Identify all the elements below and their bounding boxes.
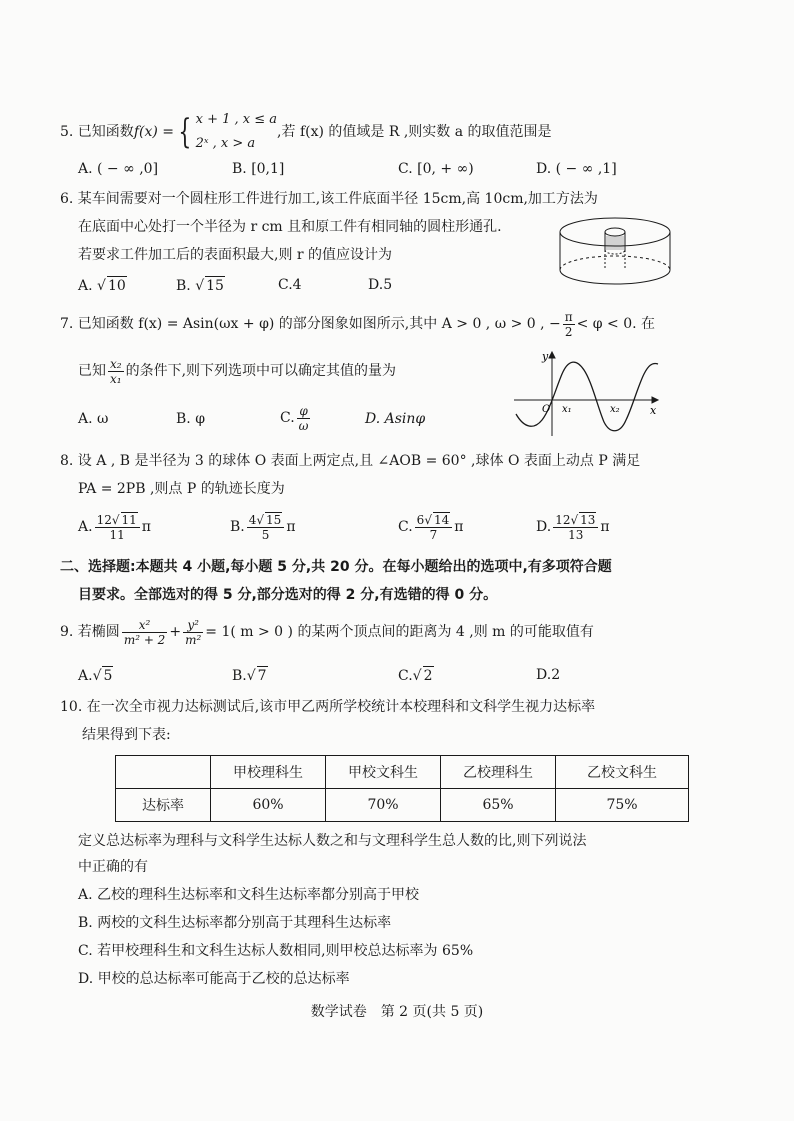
q7-graph-origin-label: O (542, 404, 551, 415)
q5-suffix: ,若 f(x) 的值域是 R ,则实数 a 的取值范围是 (277, 124, 552, 140)
q10-line1: 10. 在一次全市视力达标测试后,该市甲乙两所学校统计本校理科和文科学生视力达标率 (60, 699, 596, 715)
q8-option-c-label: C. (398, 519, 413, 535)
q7-x-ratio (108, 357, 124, 386)
q7-graph-x2-label: x₂ (610, 404, 620, 415)
q7-option-d: D. Asinφ (365, 411, 426, 427)
q10-line2: 结果得到下表: (82, 727, 171, 743)
q7-two: 2 (564, 324, 573, 339)
q10-table-cell: 75% (556, 789, 689, 822)
q10-table-header: 甲校文科生 (326, 756, 441, 789)
q10-table-cell: 70% (326, 789, 441, 822)
q5-option-a: A. ( − ∞ ,0] (78, 161, 159, 177)
q6-cylinder-figure (555, 212, 685, 288)
q6-line1: 6. 某车间需要对一个圆柱形工件进行加工,该工件底面半径 15cm,高 10cm,加工方法为 (60, 191, 598, 207)
q8-option-c-rad: 14 (433, 513, 450, 527)
q9-option-b: B.√ 7 (232, 668, 267, 684)
q8-line1: 8. 设 A , B 是半径为 3 的球体 O 表面上两定点,且 ∠AOB = 60° ,球体 O 表面上动点 P 满足 (60, 453, 641, 469)
q7-sine-graph (512, 348, 662, 438)
q10-option-a: A. 乙校的理科生达标率和文科生达标率都分别高于甲校 (78, 887, 420, 903)
section2-heading-line1: 二、选择题:本题共 4 小题,每小题 5 分,共 20 分。在每小题给出的选项中,有多项符合题 (60, 559, 612, 575)
q7-pi-over-2 (563, 310, 575, 339)
q8-option-b-den: 5 (261, 528, 270, 542)
q8-option-c (398, 510, 463, 544)
q5-option-c: C. [0, + ∞) (398, 161, 474, 177)
q8-option-a-pi: π (141, 519, 151, 535)
q9-frac-y (183, 618, 203, 647)
q5-stem (60, 108, 552, 156)
q8-option-d-label: D. (536, 519, 552, 535)
q5-fx: f(x) = (133, 124, 174, 140)
q6-line2: 在底面中心处打一个半径为 r cm 且和原工件有相同轴的圆柱形通孔. (78, 219, 502, 235)
q10-definition-line2: 中正确的有 (78, 859, 148, 875)
q8-option-a-rad: 11 (121, 513, 137, 527)
q7-option-c (280, 402, 312, 434)
q8-option-c-coef: 6 (416, 513, 425, 527)
q6-option-a-label: A. (78, 278, 93, 294)
q10-table-row-label: 达标率 (116, 789, 211, 822)
q10-option-b: B. 两校的文科生达标率都分别高于其理科生达标率 (78, 915, 392, 931)
q10-table-header: 乙校文科生 (556, 756, 689, 789)
page-footer: 数学试卷 第 2 页(共 5 页) (310, 1004, 484, 1020)
q8-option-a-den: 11 (109, 528, 125, 542)
q6-line3: 若要求工件加工后的表面积最大,则 r 的值应设计为 (78, 247, 393, 263)
q7-line2 (78, 354, 396, 388)
q7-line2-start: 已知 (78, 363, 106, 379)
q7-option-a: A. ω (78, 411, 109, 427)
q8-option-c-den: 7 (429, 528, 438, 542)
q8-option-d-frac: $\frac{12√ 13}{13}$ (553, 512, 598, 542)
q5-prefix: 5. 已知函数 (60, 124, 134, 140)
q10-table-row (116, 789, 689, 822)
q7-x1: x₁ (110, 371, 122, 386)
q7-x2: x₂ (110, 356, 122, 371)
q9-option-a: A.√ 5 (78, 668, 113, 684)
q5-case2: 2ˣ , x > a (195, 136, 256, 151)
q6-option-c-label: C. (278, 277, 293, 293)
q7-option-c-label: C. (280, 410, 295, 426)
q5-cases (196, 108, 277, 156)
q10-option-c: C. 若甲校理科生和文科生达标人数相同,则甲校总达标率为 65% (78, 943, 474, 959)
q10-option-d: D. 甲校的总达标率可能高于乙校的总达标率 (78, 971, 350, 987)
q6-option-b: B. √ 15 (176, 278, 224, 294)
q10-table-header: 甲校理科生 (211, 756, 326, 789)
q8-option-b-rad: 15 (266, 513, 282, 527)
q6-option-a-radicand: 10 (107, 278, 126, 294)
q8-option-a-frac: $\frac{12√ 11}{11}$ (95, 512, 140, 542)
q10-table-cell: 65% (441, 789, 556, 822)
q9-frac-x-num: x² (122, 618, 168, 633)
q7-option-c-num: φ (297, 404, 311, 419)
q9-option-b-radicand: 7 (257, 668, 267, 684)
q7-sine-curve (516, 362, 658, 431)
q6-option-c (278, 276, 302, 294)
q9-stem (60, 614, 594, 650)
q7-option-c-frac (297, 404, 311, 433)
q6-option-b-radicand: 15 (206, 278, 224, 294)
q5-brace: { (178, 112, 192, 152)
q7-graph-x-label: x (650, 404, 657, 417)
q9-frac-y-num: y² (183, 618, 203, 633)
q7-option-b: B. φ (176, 411, 205, 427)
q5-option-b: B. [0,1] (232, 161, 285, 177)
q9-option-d-value: 2 (551, 667, 561, 683)
q10-table-cell: 60% (211, 789, 326, 822)
q8-option-a-label: A. (78, 519, 93, 535)
q6-option-a: A. √ 10 (78, 278, 126, 294)
q10-definition-line1: 定义总达标率为理科与文科学生达标人数之和与文理科学生总人数的比,则下列说法 (78, 833, 587, 849)
q9-option-c: C.√ 2 (398, 668, 433, 684)
q8-option-b-frac: $\frac{4√ 15}{5}$ (247, 512, 285, 542)
q7-line1-text: 7. 已知函数 f(x) = Asin(ωx + φ) 的部分图象如图所示,其中 A > 0 , ω > 0 , − (60, 316, 561, 332)
q10-table-header-row (116, 756, 689, 789)
q10-table (115, 755, 689, 822)
q7-line1-end: < φ < 0. 在 (576, 316, 656, 332)
q8-option-b-label: B. (230, 519, 245, 535)
q8-line2: PA = 2PB ,则点 P 的轨迹长度为 (78, 481, 285, 497)
q7-option-c-den: ω (298, 418, 309, 433)
q10-table-corner (116, 756, 211, 789)
q6-option-c-value: 4 (292, 277, 302, 293)
q9-option-c-radicand: 2 (423, 668, 433, 684)
q7-pi: π (564, 309, 573, 324)
q8-option-d-rad: 13 (580, 513, 596, 527)
q7-graph-y-label: y (542, 350, 549, 363)
q8-option-b-coef: 4 (248, 513, 257, 527)
q8-option-d-den: 13 (568, 528, 584, 542)
q6-option-d-value: 5 (383, 277, 393, 293)
q9-option-b-label: B. (232, 668, 247, 684)
q10-table-header: 乙校理科生 (441, 756, 556, 789)
q9-frac-x-den: m² + 2 (123, 632, 166, 647)
q8-option-d (536, 510, 610, 544)
q9-frac-x (122, 618, 168, 647)
q6-option-d (368, 276, 392, 294)
q7-graph-x1-label: x₁ (562, 404, 572, 415)
q8-option-a (78, 510, 151, 544)
q7-line1 (60, 308, 655, 340)
q7-line2-end: 的条件下,则下列选项中可以确定其值的量为 (125, 363, 397, 379)
section2-heading-line2: 目要求。全部选对的得 5 分,部分选对的得 2 分,有选错的得 0 分。 (78, 587, 498, 603)
q8-option-a-coef: 12 (96, 513, 112, 527)
q9-option-a-label: A. (78, 668, 93, 684)
q5-case1: x + 1 , x ≤ a (195, 112, 278, 127)
q8-option-b-pi: π (286, 519, 296, 535)
q9-suffix: = 1( m > 0 ) 的某两个顶点间的距离为 4 ,则 m 的可能取值有 (205, 624, 594, 640)
q8-option-d-pi: π (600, 519, 610, 535)
q9-plus: + (169, 624, 182, 640)
q9-option-a-radicand: 5 (103, 668, 113, 684)
q6-option-b-label: B. (176, 278, 191, 294)
q8-option-c-frac: $\frac{6√ 14}{7}$ (415, 512, 453, 542)
q8-option-d-coef: 12 (555, 513, 571, 527)
q8-option-c-pi: π (454, 519, 464, 535)
q9-option-c-label: C. (398, 668, 413, 684)
q8-option-b (230, 510, 296, 544)
q9-option-d-label: D. (536, 667, 552, 683)
q5-option-d: D. ( − ∞ ,1] (536, 161, 617, 177)
q9-frac-y-den: m² (185, 632, 202, 647)
q9-option-d (536, 666, 560, 684)
q6-option-d-label: D. (368, 277, 384, 293)
q9-prefix: 9. 若椭圆 (60, 624, 120, 640)
